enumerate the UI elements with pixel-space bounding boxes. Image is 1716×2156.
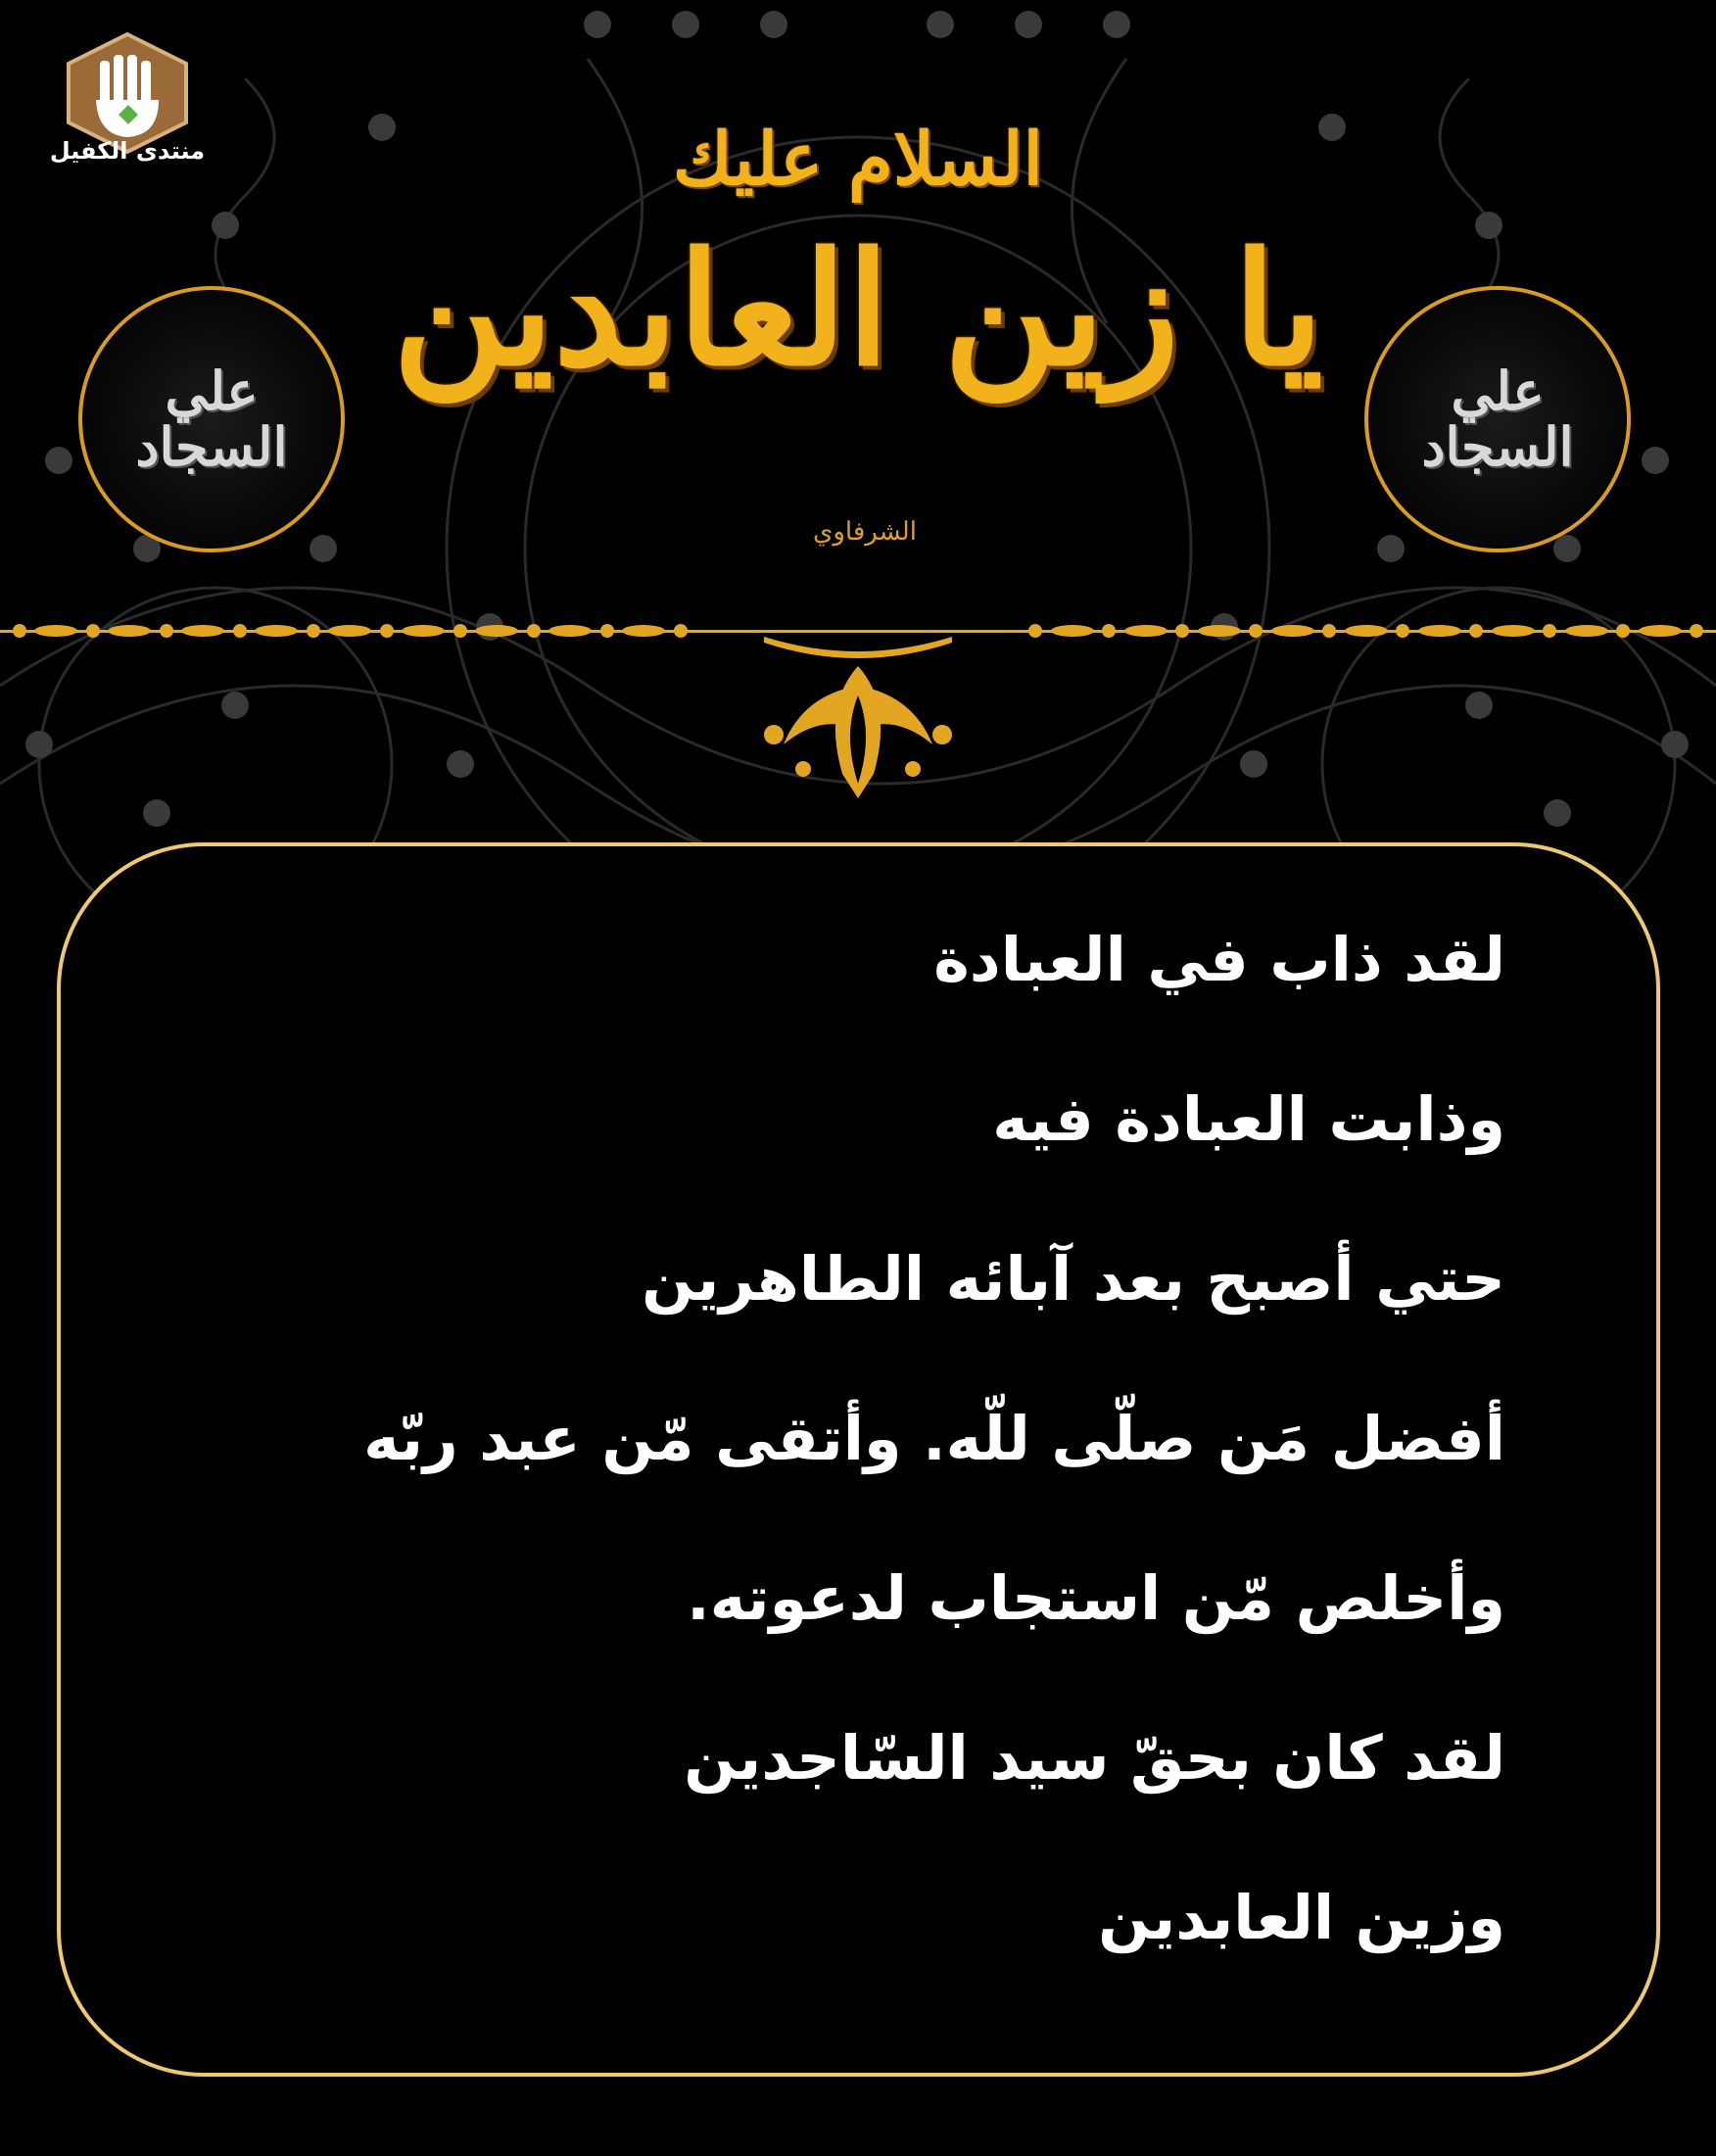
poem-line: أفضل مَن صلّى للّه. وأتقى مّن عبد ربّه — [363, 1403, 1505, 1474]
medallion-right — [1364, 286, 1631, 552]
medallion-right-line-2: السجاد — [1421, 415, 1574, 478]
header-title: يا زين العابدين — [392, 219, 1324, 401]
poem-line: وزين العابدين — [1098, 1882, 1505, 1953]
poem-line: وأخلص مّن استجاب لدعوته. — [687, 1562, 1505, 1634]
calligrapher-signature: الشرفاوي — [813, 517, 917, 547]
poem-line: حتي أصبح بعد آبائه الطاهرين — [642, 1243, 1505, 1315]
logo-caption: منتدى الكفيل — [49, 137, 206, 165]
poem-lines — [232, 926, 1505, 2043]
medallion-left — [78, 286, 345, 552]
poem-line: لقد ذاب في العبادة — [933, 924, 1505, 995]
medallion-left-line-2: السجاد — [135, 415, 288, 478]
ornament-center-icon — [744, 627, 972, 803]
medallion-left-line-1: علي — [165, 359, 259, 423]
medallion-right-text — [1421, 359, 1574, 478]
poem-line: لقد كان بحقّ سيد السّاجدين — [684, 1722, 1505, 1794]
header-salutation: السلام عليك — [672, 118, 1044, 202]
poem-line: وذابت العبادة فيه — [992, 1083, 1505, 1155]
medallion-left-text — [135, 359, 288, 478]
medallion-right-line-1: علي — [1451, 359, 1545, 423]
